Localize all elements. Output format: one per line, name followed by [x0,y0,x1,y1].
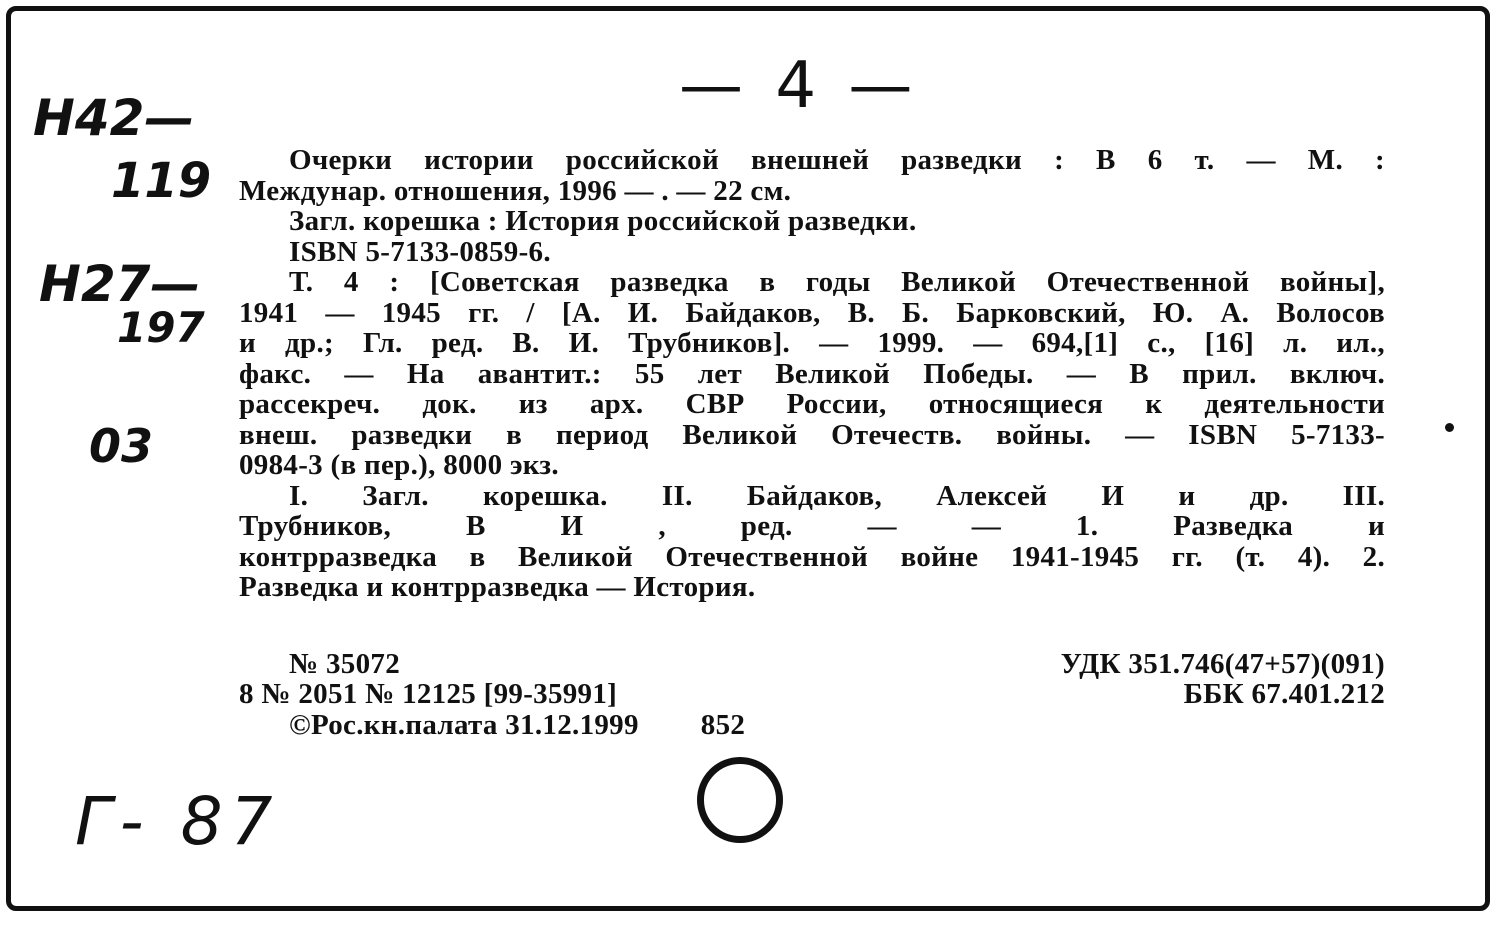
shelf-mark-1: Н42— [33,89,195,147]
record-line: 0984-3 (в пер.), 8000 экз. [239,449,559,481]
registration-numbers: 8 № 2051 № 12125 [99-35991] [239,678,618,710]
record-line: Разведка и контрразведка — История. [239,571,756,603]
footer-row-2 [239,679,1385,710]
record-line: Трубников, В И , ред. — — 1. Разведка и [239,510,1385,542]
record-line: внеш. разведки в период Великой Отечеств. войны. — ISBN 5-7133- [239,418,1385,451]
footer-row-3 [239,710,1385,741]
record-line: рассекреч. док. из арх. СВР России, относящиеся к деятельности [239,388,1385,420]
record-line: и др.; Гл. ред. В. И. Трубников]. — 1999. — 694,[1] с., [16] л. ил., [239,327,1385,359]
page-number: — 4 — [679,49,919,123]
footer-row-1 [239,649,1385,680]
shelf-mark-2-number: 197 [117,303,205,352]
udk-code: УДК 351.746(47+57)(091) [1060,647,1385,680]
margin-dot [1445,423,1454,432]
record-line: I. Загл. корешка. II. Байдаков, Алексей И и др. III. [289,479,1385,512]
record-line: ISBN 5-7133-0859-6. [289,235,551,268]
bbk-code: ББК 67.401.212 [1183,678,1385,710]
punch-hole-circle [697,757,783,843]
shelf-mark-1-number: 119 [111,153,212,209]
copyright-tail: 852 [700,708,746,741]
shelf-mark-3: 03 [89,419,154,473]
record-line: Загл. корешка : История российской разведки. [289,205,917,237]
copyright-line: ©Рос.кн.палата 31.12.1999 [289,708,639,741]
shelf-mark-2: Н27— [39,255,201,313]
record-line: Т. 4 : [Советская разведка в годы Великой Отечественной войны], [289,266,1385,298]
record-line: 1941 — 1945 гг. / [А. И. Байдаков, В. Б. Барковский, Ю. А. Волосов [239,296,1385,329]
record-number: № 35072 [289,647,400,680]
catalog-card [6,6,1490,911]
record-line: контрразведка в Великой Отечественной войне 1941-1945 гг. (т. 4). 2. [239,540,1385,573]
bibliographic-record [239,145,1385,740]
record-line: Междунар. отношения, 1996 — . — 22 см. [239,174,792,207]
record-line: Очерки истории российской внешней разведки : В 6 т. — М. : [289,144,1385,176]
record-line: факс. — На авантит.: 55 лет Великой Победы. — В прил. включ. [239,357,1385,390]
shelf-mark-bottom: Г- 87 [75,783,281,860]
